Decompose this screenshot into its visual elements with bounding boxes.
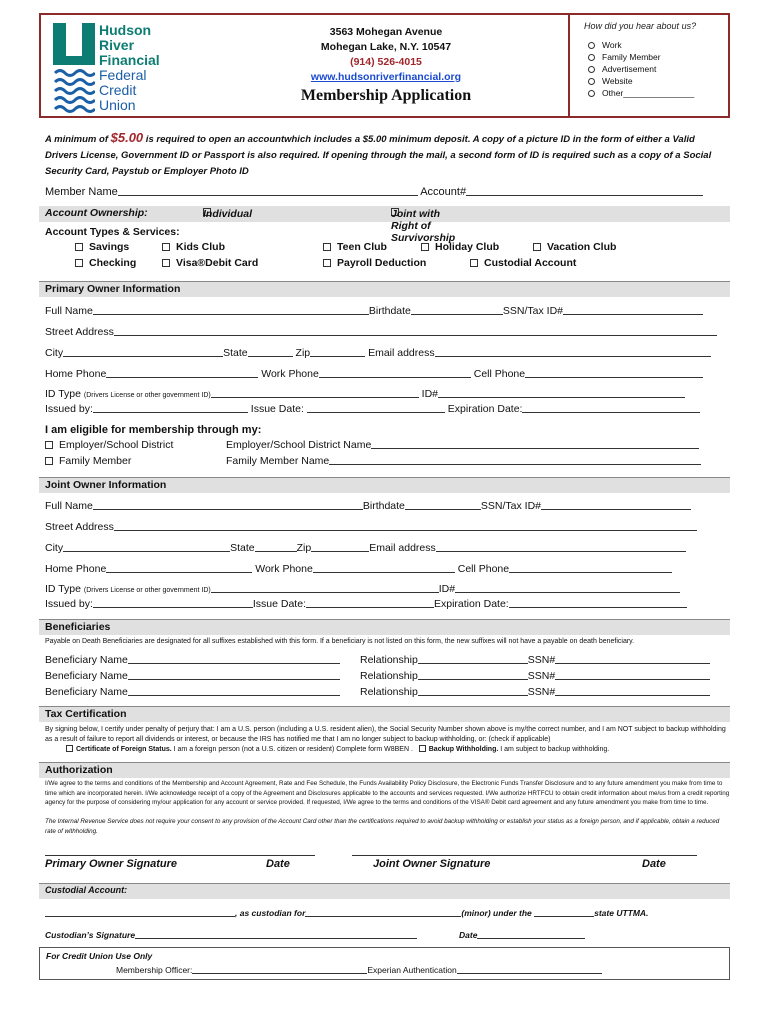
address-block bbox=[276, 25, 496, 85]
checkbox-icon[interactable] bbox=[75, 259, 83, 267]
logo-line: Financial bbox=[99, 52, 160, 68]
relationship-label: Relationship bbox=[360, 686, 418, 698]
relationship-field[interactable] bbox=[418, 670, 528, 680]
issue-date-field[interactable] bbox=[307, 403, 445, 413]
phone-number: (914) 526-4015 bbox=[350, 56, 422, 68]
page-title: Membership Application bbox=[300, 87, 472, 104]
primary-owner-heading: Primary Owner Information bbox=[39, 281, 730, 297]
state-field[interactable] bbox=[255, 542, 297, 552]
foreign-status-text: I am a foreign person (not a U.S. citizen or resident) Complete form W8BEN . bbox=[171, 746, 413, 753]
checkbox-icon[interactable] bbox=[45, 441, 53, 449]
joint-date-label: Date bbox=[642, 858, 666, 870]
street-label: Street Address bbox=[45, 326, 114, 338]
email-field[interactable] bbox=[435, 347, 711, 357]
intro-post: is required to open an accountwhich includes a $5.00 minimum deposit. A copy of a picture ID in the form of either a Valid Drivers License, Government ID or Passport is also required. If opening through the mail, a second form of ID is required such as a copy of a Social Security Card, Paystub or Employer Photo ID bbox=[45, 134, 712, 177]
state-field[interactable] bbox=[248, 347, 293, 357]
primary-date-label: Date bbox=[266, 858, 290, 870]
checkbox-icon[interactable] bbox=[421, 243, 429, 251]
tax-certification-text: By signing below, I certify under penalty of perjury that: I am a U.S. person (including a U.S. resident alien), the Social Security Number shown above is my/the correct number, and I am NOT subject to backup withholding as a result of failure to report all dividends or interest, or because the IRS has notified me that I am no longer subject to backup withholding, or: (check if applicable) bbox=[45, 726, 726, 743]
email-label: Email address bbox=[369, 542, 436, 554]
checkbox-icon[interactable] bbox=[323, 259, 331, 267]
expiration-field[interactable] bbox=[509, 598, 687, 608]
state-uttma-field[interactable] bbox=[534, 907, 594, 917]
beneficiary-row bbox=[360, 654, 710, 666]
expiration-field[interactable] bbox=[522, 403, 700, 413]
checkbox-icon[interactable] bbox=[75, 243, 83, 251]
beneficiary-row bbox=[45, 686, 340, 698]
birthdate-label: Birthdate bbox=[368, 305, 411, 317]
id-number-field[interactable] bbox=[438, 388, 685, 398]
referral-option[interactable] bbox=[588, 51, 728, 63]
logo-line: River bbox=[99, 37, 135, 53]
option-label: Website bbox=[602, 76, 633, 86]
authorization-text: I/We agree to the terms and conditions of the Membership and Account Agreement, Rate and Fee Schedule, the Funds Availability Policy Disclosure, the Electronic Funds Transfer Disclosure and to any future amendment you make from time to time which are incorporated herein. I/We acknowledge receipt of a copy of the Agreement and Disclosures applicable to the accounts and services requested. I/We authorize HRTFCU to obtain credit information about me/us from a credit reporting agency for the purpose of considering my/our application for any account or service provided. If requested, I/We agree to the terms and conditions of the VISA® Debit card agreement and any future amendment you make from time to time. bbox=[45, 780, 730, 806]
officer-field[interactable] bbox=[192, 965, 367, 974]
beneficiary-ssn-label: SSN# bbox=[527, 670, 556, 682]
joint-id-row bbox=[45, 583, 680, 595]
joint-signature-label: Joint Owner Signature bbox=[373, 858, 491, 870]
service-label: Checking bbox=[89, 257, 137, 269]
issue-date-field[interactable] bbox=[306, 598, 434, 608]
id-type-label: ID Type bbox=[45, 583, 81, 595]
as-custodian-label: , as custodian for bbox=[235, 908, 306, 918]
service-visa-debit[interactable] bbox=[162, 257, 258, 269]
experian-label: Experian Authentication bbox=[367, 965, 457, 975]
officer-label: Membership Officer: bbox=[116, 965, 193, 975]
service-label: Savings bbox=[89, 241, 130, 253]
minimum-amount: $5.00 bbox=[110, 130, 144, 145]
checkbox-icon[interactable] bbox=[162, 259, 170, 267]
issue-date-label: Issue Date: bbox=[250, 403, 304, 415]
birthdate-field[interactable] bbox=[411, 305, 503, 315]
service-label: Payroll Deduction bbox=[337, 257, 427, 269]
id-type-field[interactable] bbox=[211, 583, 439, 593]
cell-phone-field[interactable] bbox=[509, 563, 672, 573]
experian-field[interactable] bbox=[457, 965, 602, 974]
street-field[interactable] bbox=[114, 521, 697, 531]
service-label: Kids Club bbox=[176, 241, 225, 253]
header-box bbox=[39, 13, 730, 118]
member-name-field[interactable] bbox=[118, 186, 418, 196]
home-phone-field[interactable] bbox=[106, 563, 252, 573]
beneficiary-ssn-field[interactable] bbox=[555, 686, 710, 696]
joint-owner-heading: Joint Owner Information bbox=[39, 477, 730, 493]
radio-icon[interactable] bbox=[588, 90, 595, 97]
work-phone-field[interactable] bbox=[319, 368, 471, 378]
primary-id-row bbox=[45, 388, 685, 400]
checkbox-icon[interactable] bbox=[162, 243, 170, 251]
foreign-status-label: Certificate of Foreign Status. bbox=[76, 746, 172, 753]
id-number-label: ID# bbox=[421, 388, 439, 400]
custodian-date-row bbox=[459, 929, 585, 940]
cu-use-heading: For Credit Union Use Only bbox=[46, 951, 153, 961]
logo-line: Union bbox=[99, 97, 136, 113]
custodian-name-field[interactable] bbox=[45, 907, 235, 917]
state-label: State bbox=[223, 347, 248, 359]
service-custodial[interactable] bbox=[470, 257, 576, 269]
street-field[interactable] bbox=[114, 326, 717, 336]
beneficiary-name-field[interactable] bbox=[128, 654, 340, 664]
ssn-label: SSN/Tax ID# bbox=[480, 500, 541, 512]
joint-street-row bbox=[45, 521, 697, 533]
family-name-label: Family Member Name bbox=[226, 455, 330, 467]
issued-by-field[interactable] bbox=[93, 403, 248, 413]
beneficiary-name-field[interactable] bbox=[128, 670, 340, 680]
backup-withholding-text: I am subject to backup withholding. bbox=[498, 746, 610, 753]
referral-options bbox=[570, 31, 728, 99]
service-label: Vacation Club bbox=[547, 241, 617, 253]
expiration-label: Expiration Date: bbox=[434, 598, 509, 610]
zip-field[interactable] bbox=[311, 542, 369, 552]
beneficiary-ssn-field[interactable] bbox=[555, 670, 710, 680]
checkbox-icon[interactable] bbox=[66, 745, 73, 752]
checkbox-icon[interactable] bbox=[533, 243, 541, 251]
work-phone-label: Work Phone bbox=[255, 563, 313, 575]
id-note: (Drivers License or other government ID) bbox=[83, 587, 211, 594]
beneficiary-name-field[interactable] bbox=[128, 686, 340, 696]
joint-city-row bbox=[45, 542, 686, 554]
checkbox-icon[interactable] bbox=[470, 259, 478, 267]
tax-certification-heading: Tax Certification bbox=[39, 706, 730, 722]
full-name-field[interactable] bbox=[93, 305, 369, 315]
service-payroll[interactable] bbox=[323, 257, 426, 269]
account-label: Account# bbox=[420, 186, 467, 198]
logo-text bbox=[99, 23, 160, 113]
account-field[interactable] bbox=[466, 186, 703, 196]
credit-union-use-box bbox=[39, 947, 730, 980]
credit-union-logo bbox=[53, 23, 181, 113]
relationship-label: Relationship bbox=[360, 654, 418, 666]
backup-withholding-option[interactable] bbox=[419, 746, 609, 753]
foreign-status-option[interactable] bbox=[66, 746, 413, 753]
ssn-field[interactable] bbox=[541, 500, 691, 510]
relationship-field[interactable] bbox=[418, 654, 528, 664]
issued-by-field[interactable] bbox=[93, 598, 253, 608]
custodian-date-label: Date bbox=[459, 930, 478, 940]
custodian-date-field[interactable] bbox=[477, 929, 585, 939]
service-savings[interactable] bbox=[75, 241, 129, 253]
beneficiary-row bbox=[45, 670, 340, 682]
primary-name-row bbox=[45, 305, 703, 317]
intro-pre: A minimum of bbox=[45, 134, 111, 145]
option-label: Other_______________ bbox=[602, 88, 695, 98]
city-field[interactable] bbox=[63, 542, 230, 552]
radio-icon[interactable] bbox=[588, 42, 595, 49]
primary-phone-row bbox=[45, 368, 703, 380]
beneficiary-row bbox=[360, 686, 710, 698]
logo-line: Hudson bbox=[99, 22, 152, 38]
referral-option[interactable] bbox=[588, 75, 728, 87]
service-vacation-club[interactable] bbox=[533, 241, 616, 253]
eligibility-label: Employer/School District bbox=[59, 439, 174, 451]
custodian-signature-field[interactable] bbox=[135, 929, 417, 939]
state-label: State bbox=[230, 542, 255, 554]
primary-street-row bbox=[45, 326, 717, 338]
issue-date-label: Issue Date: bbox=[252, 598, 306, 610]
email-field[interactable] bbox=[436, 542, 686, 552]
referral-title: How did you hear about us? bbox=[584, 21, 697, 31]
cell-phone-field[interactable] bbox=[525, 368, 703, 378]
beneficiaries-heading: Beneficiaries bbox=[39, 619, 730, 635]
street-address: 3563 Mohegan Avenue bbox=[329, 26, 443, 38]
referral-option[interactable] bbox=[588, 87, 728, 99]
ssn-label: SSN/Tax ID# bbox=[502, 305, 563, 317]
beneficiaries-note: Payable on Death Beneficiaries are designated for all suffixes established with this form. If a beneficiary is not listed on this form, the new suffixes will not have a payable on death beneficiary. bbox=[45, 638, 635, 645]
id-type-label: ID Type bbox=[45, 388, 81, 400]
checkbox-icon[interactable] bbox=[419, 745, 426, 752]
issued-by-label: Issued by: bbox=[45, 403, 93, 415]
issued-by-label: Issued by: bbox=[45, 598, 93, 610]
birthdate-field[interactable] bbox=[405, 500, 481, 510]
beneficiary-ssn-label: SSN# bbox=[527, 654, 556, 666]
city-label: City bbox=[45, 542, 64, 554]
home-phone-label: Home Phone bbox=[45, 368, 107, 380]
custodian-signature-label: Custodian’s Signature bbox=[45, 930, 136, 940]
service-label: Visa®Debit Card bbox=[176, 257, 259, 269]
primary-issued-row bbox=[45, 403, 700, 415]
service-checking[interactable] bbox=[75, 257, 136, 269]
employer-name-label: Employer/School District Name bbox=[226, 439, 372, 451]
employer-name-field[interactable] bbox=[371, 439, 699, 449]
beneficiary-row bbox=[45, 654, 340, 666]
city-address: Mohegan Lake, N.Y. 10547 bbox=[320, 41, 452, 53]
cu-use-row bbox=[116, 965, 602, 975]
beneficiary-name-label: Beneficiary Name bbox=[45, 686, 128, 698]
eligibility-heading: I am eligible for membership through my: bbox=[45, 424, 262, 436]
street-label: Street Address bbox=[45, 521, 114, 533]
joint-issued-row bbox=[45, 598, 687, 610]
radio-icon[interactable] bbox=[588, 78, 595, 85]
city-label: City bbox=[45, 347, 64, 359]
zip-label: Zip bbox=[296, 542, 312, 554]
service-label: Holiday Club bbox=[435, 241, 500, 253]
logo-line: Credit bbox=[99, 82, 137, 98]
logo-line: Federal bbox=[99, 67, 147, 83]
id-note: (Drivers License or other government ID) bbox=[83, 392, 211, 399]
joint-name-row bbox=[45, 500, 691, 512]
option-label: Work bbox=[602, 40, 622, 50]
relationship-label: Relationship bbox=[360, 670, 418, 682]
service-label: Custodial Account bbox=[484, 257, 577, 269]
work-phone-label: Work Phone bbox=[261, 368, 319, 380]
referral-box bbox=[568, 15, 728, 116]
services-label: Account Types & Services: bbox=[45, 226, 180, 238]
checkbox-icon[interactable] bbox=[45, 457, 53, 465]
eligibility-family-option[interactable] bbox=[45, 455, 131, 467]
family-name-field[interactable] bbox=[329, 455, 701, 465]
beneficiary-row bbox=[360, 670, 710, 682]
id-number-label: ID# bbox=[438, 583, 456, 595]
uttma-label: state UTTMA. bbox=[594, 908, 649, 918]
authorization-heading: Authorization bbox=[39, 762, 730, 778]
primary-signature-line[interactable] bbox=[45, 855, 315, 856]
zip-label: Zip bbox=[295, 347, 311, 359]
intro-text bbox=[45, 130, 730, 180]
cell-phone-label: Cell Phone bbox=[473, 368, 526, 380]
custodian-signature-row bbox=[45, 929, 417, 940]
minor-name-field[interactable] bbox=[305, 907, 461, 917]
option-label: Family Member bbox=[602, 52, 661, 62]
joint-label: Joint with Right of Survivorship bbox=[391, 208, 456, 244]
checkbox-icon[interactable] bbox=[323, 243, 331, 251]
radio-icon[interactable] bbox=[588, 54, 595, 61]
relationship-field[interactable] bbox=[418, 686, 528, 696]
joint-phone-row bbox=[45, 563, 672, 575]
expiration-label: Expiration Date: bbox=[447, 403, 523, 415]
work-phone-field[interactable] bbox=[313, 563, 455, 573]
minor-label: (minor) under the bbox=[461, 908, 532, 918]
logo-mark-icon bbox=[53, 23, 95, 113]
zip-field[interactable] bbox=[310, 347, 365, 357]
employer-name-row bbox=[226, 439, 699, 451]
beneficiary-name-label: Beneficiary Name bbox=[45, 654, 128, 666]
eligibility-label: Family Member bbox=[59, 455, 132, 467]
beneficiary-ssn-label: SSN# bbox=[527, 686, 556, 698]
beneficiary-ssn-field[interactable] bbox=[555, 654, 710, 664]
radio-icon[interactable] bbox=[588, 66, 595, 73]
website-link[interactable]: www.hudsonriverfinancial.org bbox=[310, 71, 462, 83]
birthdate-label: Birthdate bbox=[362, 500, 405, 512]
service-label: Teen Club bbox=[337, 241, 387, 253]
individual-label: Individual bbox=[203, 208, 253, 220]
beneficiary-name-label: Beneficiary Name bbox=[45, 670, 128, 682]
option-label: Advertisement bbox=[602, 64, 657, 74]
irs-notice: The Internal Revenue Service does not require your consent to any provision of the Account Card other than the certifications required to avoid backup withholding or establish your status as a foreign person, and if applicable, obtain a reduced rate of withholding. bbox=[45, 818, 720, 835]
custodian-row bbox=[45, 907, 648, 918]
id-type-field[interactable] bbox=[211, 388, 419, 398]
ssn-field[interactable] bbox=[563, 305, 703, 315]
service-holiday-club[interactable] bbox=[421, 241, 499, 253]
service-teen-club[interactable] bbox=[323, 241, 387, 253]
full-name-field[interactable] bbox=[93, 500, 363, 510]
family-name-row bbox=[226, 455, 701, 467]
referral-option[interactable] bbox=[588, 39, 728, 51]
joint-signature-line[interactable] bbox=[352, 855, 697, 856]
primary-city-row bbox=[45, 347, 711, 359]
member-name-label: Member Name bbox=[45, 186, 118, 198]
eligibility-employer-option[interactable] bbox=[45, 439, 173, 451]
member-name-row bbox=[45, 186, 703, 198]
full-name-label: Full Name bbox=[45, 305, 93, 317]
ownership-label: Account Ownership: bbox=[45, 207, 148, 219]
service-kids-club[interactable] bbox=[162, 241, 225, 253]
tax-options-row bbox=[66, 745, 609, 755]
home-phone-label: Home Phone bbox=[45, 563, 107, 575]
email-label: Email address bbox=[368, 347, 435, 359]
custodial-heading: Custodial Account: bbox=[39, 883, 730, 899]
id-number-field[interactable] bbox=[455, 583, 680, 593]
home-phone-field[interactable] bbox=[106, 368, 258, 378]
cell-phone-label: Cell Phone bbox=[457, 563, 510, 575]
full-name-label: Full Name bbox=[45, 500, 93, 512]
referral-option[interactable] bbox=[588, 63, 728, 75]
backup-withholding-label: Backup Withholding. bbox=[428, 746, 499, 753]
city-field[interactable] bbox=[63, 347, 223, 357]
primary-signature-label: Primary Owner Signature bbox=[45, 858, 178, 870]
